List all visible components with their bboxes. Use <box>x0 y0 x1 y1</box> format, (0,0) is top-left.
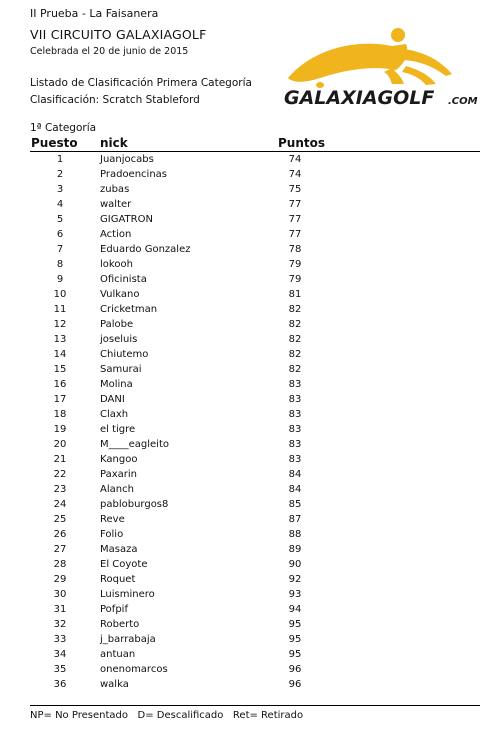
cell-nick: Alanch <box>100 484 134 495</box>
column-header-puntos: Puntos <box>278 136 326 150</box>
cell-puntos: 83 <box>288 424 302 435</box>
cell-nick: Luisminero <box>100 589 155 600</box>
cell-nick: j_barrabaja <box>100 634 156 645</box>
cell-nick: Roquet <box>100 574 136 585</box>
cell-puesto: 16 <box>53 379 67 390</box>
cell-nick: GIGATRON <box>100 214 153 225</box>
cell-puntos: 79 <box>288 274 302 285</box>
cell-puesto: 7 <box>56 244 64 255</box>
table-row <box>0 422 495 437</box>
category-label: 1ª Categoría <box>30 122 97 134</box>
table-row <box>0 182 495 197</box>
cell-puesto: 35 <box>53 664 67 675</box>
cell-puntos: 82 <box>288 349 302 360</box>
cell-puesto: 21 <box>53 454 67 465</box>
cell-puesto: 23 <box>53 484 67 495</box>
cell-puesto: 29 <box>53 574 67 585</box>
cell-nick: Pradoencinas <box>100 169 168 180</box>
cell-puntos: 83 <box>288 454 302 465</box>
table-row <box>0 542 495 557</box>
cell-nick: Folio <box>100 529 124 540</box>
cell-nick: Kangoo <box>100 454 138 465</box>
cell-puntos: 83 <box>288 379 302 390</box>
cell-nick: Action <box>100 229 132 240</box>
cell-nick: onenomarcos <box>100 664 168 675</box>
cell-puesto: 1 <box>56 154 64 165</box>
cell-puntos: 96 <box>288 679 302 690</box>
table-row <box>0 512 495 527</box>
table-row <box>0 407 495 422</box>
galaxiagolf-logo <box>280 22 480 112</box>
cell-nick: Claxh <box>100 409 129 420</box>
golfer-figure-icon <box>288 28 452 88</box>
cell-puesto: 4 <box>56 199 64 210</box>
cell-nick: Reve <box>100 514 125 525</box>
cell-nick: Juanjocabs <box>100 154 154 165</box>
cell-nick: Molina <box>100 379 133 390</box>
cell-puntos: 77 <box>288 199 302 210</box>
table-row <box>0 662 495 677</box>
table-row <box>0 227 495 242</box>
cell-nick: pabloburgos8 <box>100 499 169 510</box>
cell-puesto: 10 <box>53 289 67 300</box>
column-header-puesto: Puesto <box>31 136 78 150</box>
cell-puntos: 96 <box>288 664 302 675</box>
cell-puesto: 13 <box>53 334 67 345</box>
table-row <box>0 392 495 407</box>
cell-puesto: 15 <box>53 364 67 375</box>
logo-domain-suffix: .COM <box>448 96 478 107</box>
table-row <box>0 167 495 182</box>
cell-puesto: 36 <box>53 679 67 690</box>
table-row <box>0 452 495 467</box>
cell-puntos: 77 <box>288 229 302 240</box>
table-row <box>0 197 495 212</box>
cell-nick: Palobe <box>100 319 134 330</box>
cell-nick: joseluis <box>100 334 138 345</box>
table-row <box>0 242 495 257</box>
table-row <box>0 497 495 512</box>
cell-puesto: 9 <box>56 274 64 285</box>
cell-puntos: 88 <box>288 529 302 540</box>
footer-legend: NP= No Presentado D= Descalificado Ret= Retirado <box>30 710 304 721</box>
cell-nick: antuan <box>100 649 136 660</box>
cell-puntos: 89 <box>288 544 302 555</box>
cell-puesto: 3 <box>56 184 64 195</box>
cell-puntos: 75 <box>288 184 302 195</box>
cell-puntos: 82 <box>288 334 302 345</box>
cell-nick: Pofpif <box>100 604 128 615</box>
cell-puesto: 14 <box>53 349 67 360</box>
cell-puesto: 24 <box>53 499 67 510</box>
table-row <box>0 272 495 287</box>
table-row <box>0 482 495 497</box>
logo-wordmark: GALAXIAGOLF <box>284 87 435 109</box>
cell-nick: Cricketman <box>100 304 158 315</box>
cell-puesto: 28 <box>53 559 67 570</box>
cell-puntos: 94 <box>288 604 302 615</box>
table-row <box>0 602 495 617</box>
cell-puesto: 34 <box>53 649 67 660</box>
table-row <box>0 557 495 572</box>
cell-nick: Oficinista <box>100 274 147 285</box>
classification-type: Clasificación: Scratch Stableford <box>30 94 200 106</box>
cell-nick: DANI <box>100 394 125 405</box>
cell-puntos: 78 <box>288 244 302 255</box>
cell-puntos: 92 <box>288 574 302 585</box>
cell-puntos: 74 <box>288 169 302 180</box>
cell-puntos: 81 <box>288 289 302 300</box>
table-row <box>0 152 495 167</box>
table-row <box>0 212 495 227</box>
table-row <box>0 302 495 317</box>
cell-nick: el tigre <box>100 424 136 435</box>
table-row <box>0 632 495 647</box>
table-row <box>0 587 495 602</box>
table-row <box>0 257 495 272</box>
cell-puntos: 79 <box>288 259 302 270</box>
cell-puesto: 26 <box>53 529 67 540</box>
cell-puesto: 6 <box>56 229 64 240</box>
table-row <box>0 377 495 392</box>
cell-puesto: 30 <box>53 589 67 600</box>
cell-puntos: 84 <box>288 469 302 480</box>
cell-puesto: 22 <box>53 469 67 480</box>
table-row <box>0 347 495 362</box>
cell-nick: Roberto <box>100 619 140 630</box>
listing-title: Listado de Clasificación Primera Categoría <box>30 77 252 89</box>
event-stage: II Prueba - La Faisanera <box>30 7 159 20</box>
cell-puntos: 90 <box>288 559 302 570</box>
footer-divider <box>30 705 480 706</box>
cell-puntos: 82 <box>288 319 302 330</box>
table-row <box>0 677 495 692</box>
cell-nick: walter <box>100 199 132 210</box>
table-row <box>0 287 495 302</box>
cell-puesto: 27 <box>53 544 67 555</box>
cell-puntos: 82 <box>288 304 302 315</box>
cell-puntos: 83 <box>288 394 302 405</box>
cell-puntos: 83 <box>288 409 302 420</box>
cell-puntos: 95 <box>288 619 302 630</box>
event-date: Celebrada el 20 de junio de 2015 <box>30 46 189 57</box>
cell-nick: walka <box>100 679 129 690</box>
cell-nick: Chiutemo <box>100 349 149 360</box>
cell-puesto: 2 <box>56 169 64 180</box>
column-header-nick: nick <box>100 136 128 150</box>
cell-nick: Paxarin <box>100 469 137 480</box>
cell-nick: zubas <box>100 184 130 195</box>
table-row <box>0 527 495 542</box>
cell-nick: M____eagleito <box>100 439 170 450</box>
cell-puesto: 8 <box>56 259 64 270</box>
cell-puntos: 87 <box>288 514 302 525</box>
cell-puesto: 31 <box>53 604 67 615</box>
table-row <box>0 362 495 377</box>
cell-puntos: 93 <box>288 589 302 600</box>
cell-puntos: 77 <box>288 214 302 225</box>
cell-puntos: 82 <box>288 364 302 375</box>
table-row <box>0 467 495 482</box>
table-row <box>0 437 495 452</box>
cell-puesto: 33 <box>53 634 67 645</box>
cell-nick: lokooh <box>100 259 133 270</box>
table-header <box>0 136 495 151</box>
cell-nick: Eduardo Gonzalez <box>100 244 191 255</box>
cell-puntos: 95 <box>288 634 302 645</box>
classification-table <box>0 152 495 692</box>
cell-puesto: 11 <box>53 304 67 315</box>
cell-nick: Samurai <box>100 364 142 375</box>
cell-puesto: 12 <box>53 319 67 330</box>
cell-puntos: 74 <box>288 154 302 165</box>
cell-puntos: 95 <box>288 649 302 660</box>
cell-puesto: 18 <box>53 409 67 420</box>
cell-puesto: 5 <box>56 214 64 225</box>
cell-puntos: 85 <box>288 499 302 510</box>
cell-nick: Vulkano <box>100 289 140 300</box>
table-row <box>0 617 495 632</box>
circuit-title: VII CIRCUITO GALAXIAGOLF <box>30 27 207 42</box>
cell-puesto: 19 <box>53 424 67 435</box>
cell-puesto: 32 <box>53 619 67 630</box>
cell-nick: El Coyote <box>100 559 148 570</box>
table-row <box>0 332 495 347</box>
cell-puesto: 17 <box>53 394 67 405</box>
table-row <box>0 317 495 332</box>
table-row <box>0 647 495 662</box>
cell-puesto: 20 <box>53 439 67 450</box>
cell-nick: Masaza <box>100 544 138 555</box>
table-row <box>0 572 495 587</box>
cell-puntos: 84 <box>288 484 302 495</box>
cell-puesto: 25 <box>53 514 67 525</box>
cell-puntos: 83 <box>288 439 302 450</box>
